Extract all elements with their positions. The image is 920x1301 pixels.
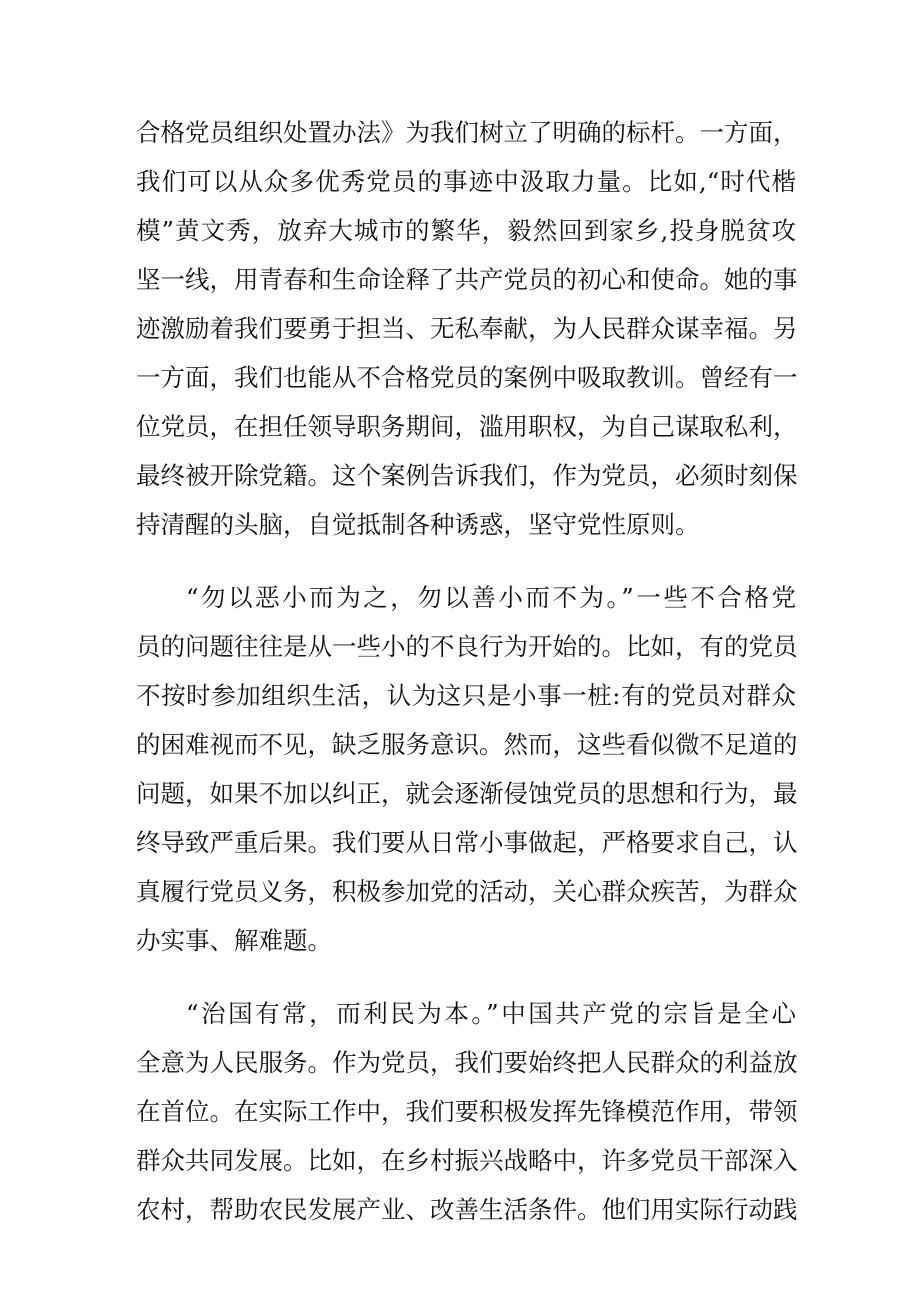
text-line: 农村，帮助农民发展产业、改善生活条件。他们用实际行动践 [136, 1195, 798, 1224]
text-line: 模”黄文秀，放弃大城市的繁华，毅然回到家乡,投身脱贫攻 [136, 216, 796, 245]
text-line: 坚一线，用青春和生命诠释了共产党员的初心和使命。她的事 [136, 265, 798, 294]
text-line: 的困难视而不见，缺乏服务意识。然而，这些看似微不足道的 [136, 730, 798, 759]
text-line: 问题，如果不加以纠正，就会逐渐侵蚀党员的思想和行为，最 [136, 779, 798, 808]
paragraph-1 [136, 108, 796, 549]
paragraph-3 [136, 989, 796, 1234]
paragraph-2 [136, 573, 796, 965]
text-line: 合格党员组织处置办法》为我们树立了明确的标杆。一方面， [136, 118, 798, 147]
text-line: 全意为人民服务。作为党员，我们要始终把人民群众的利益放 [136, 1048, 798, 1077]
text-line: “治国有常，而利民为本。”中国共产党的宗旨是全心 [186, 999, 796, 1028]
text-line: “勿以恶小而为之，勿以善小而不为。”一些不合格党 [186, 583, 796, 612]
text-line: 在首位。在实际工作中，我们要积极发挥先锋模范作用，带领 [136, 1097, 798, 1126]
text-line: 一方面，我们也能从不合格党员的案例中吸取教训。曾经有一 [136, 363, 798, 392]
text-line: 终导致严重后果。我们要从日常小事做起，严格要求自己，认 [136, 828, 798, 857]
text-line: 最终被开除党籍。这个案例告诉我们，作为党员，必须时刻保 [136, 461, 798, 490]
text-line: 位党员，在担任领导职务期间，滥用职权，为自己谋取私利， [136, 412, 798, 441]
text-line: 员的问题往往是从一些小的不良行为开始的。比如，有的党员 [136, 632, 798, 661]
document-body [136, 108, 796, 1234]
text-line: 群众共同发展。比如，在乡村振兴战略中，许多党员干部深入 [136, 1146, 798, 1175]
text-line: 办实事、解难题。 [136, 926, 332, 955]
text-line: 真履行党员义务，积极参加党的活动，关心群众疾苦，为群众 [136, 877, 798, 906]
text-line: 不按时参加组织生活，认为这只是小事一桩:有的党员对群众 [136, 681, 796, 710]
text-line: 持清醒的头脑，自觉抵制各种诱惑，坚守党性原则。 [136, 510, 700, 539]
text-line: 我们可以从众多优秀党员的事迹中汲取力量。比如,“时代楷 [136, 167, 796, 196]
text-line: 迹激励着我们要勇于担当、无私奉献，为人民群众谋幸福。另 [136, 314, 798, 343]
